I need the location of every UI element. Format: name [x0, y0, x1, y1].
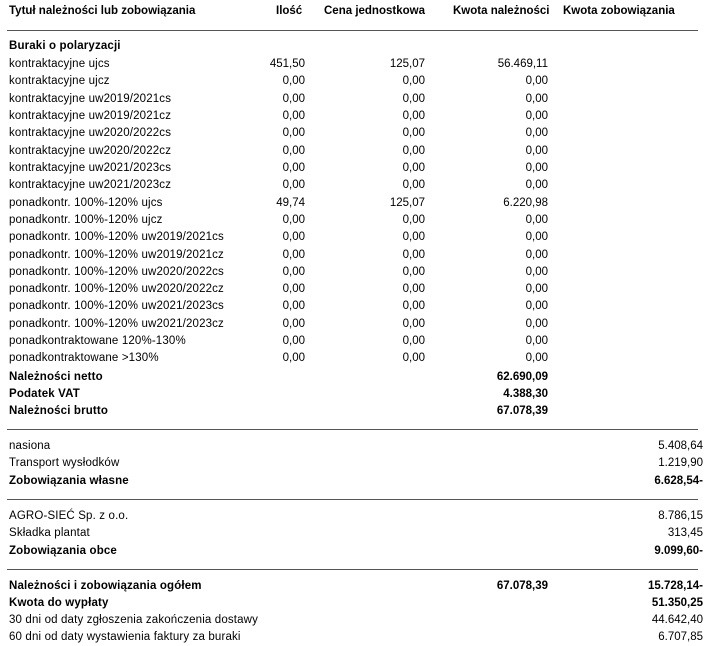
beet-row: [0, 195, 720, 212]
payment-term-value: 44.642,40: [651, 614, 703, 626]
beet-row-receivable: 6.220,98: [503, 196, 548, 209]
beet-row: [0, 143, 720, 160]
external-liabilities-total-row: [0, 543, 720, 560]
beet-row-label: ponadkontr. 100%-120% uw2020/2022cz: [9, 283, 224, 296]
external-liabilities-total-label: Zobowiązania obce: [9, 545, 117, 557]
header-liability: Kwota zobowiązania: [563, 5, 675, 17]
own-liabilities-total-label: Zobowiązania własne: [9, 475, 129, 487]
beet-row-unit-price: 0,00: [402, 92, 425, 105]
beet-row-unit-price: 125,07: [389, 58, 425, 70]
beet-row: [0, 177, 720, 194]
beet-row-receivable: 0,00: [525, 265, 548, 278]
beet-row-unit-price: 0,00: [402, 317, 425, 330]
beet-row-receivable: 0,00: [525, 75, 548, 88]
table-header: [0, 5, 720, 23]
beet-row-unit-price: 0,00: [402, 352, 425, 365]
beet-row-receivable: 0,00: [525, 161, 548, 174]
header-unit-price: Cena jednostkowa: [324, 5, 425, 17]
beet-row-quantity: 0,00: [282, 179, 305, 192]
beet-row-label: kontraktacyjne uw2019/2021cs: [9, 92, 172, 105]
beet-row-unit-price: 0,00: [402, 231, 425, 244]
beet-row-quantity: 0,00: [282, 144, 305, 157]
gross-receivables-value: 67.078,39: [496, 405, 548, 417]
beet-row-receivable: 0,00: [525, 352, 548, 365]
beet-row-quantity: 0,00: [282, 213, 305, 226]
payment-term-row: [0, 629, 720, 646]
payout-value: 51.350,25: [651, 597, 703, 609]
beet-row-receivable: 0,00: [525, 317, 548, 330]
beet-row: [0, 229, 720, 246]
net-receivables-row: [0, 369, 720, 386]
section-heading-label: Buraki o polaryzacji: [9, 40, 121, 52]
beet-row: [0, 247, 720, 264]
payout-label: Kwota do wypłaty: [9, 597, 109, 609]
vat-row: [0, 386, 720, 403]
beet-row-unit-price: 0,00: [402, 161, 425, 174]
beet-row-unit-price: 0,00: [402, 109, 425, 122]
header-receivable: Kwota należności: [453, 5, 550, 17]
liability-row: [0, 508, 720, 525]
section-divider: [7, 499, 698, 500]
beet-row-quantity: 451,50: [269, 58, 305, 70]
own-liabilities-total-value: 6.628,54-: [654, 475, 703, 487]
payment-term-label: 60 dni od daty wystawienia faktury za buraki: [9, 631, 241, 643]
beet-row-quantity: 49,74: [276, 196, 305, 209]
beet-row-label: ponadkontr. 100%-120% ujcs: [9, 196, 163, 209]
beet-row-unit-price: 0,00: [402, 144, 425, 157]
own-liabilities-total-row: [0, 473, 720, 490]
beet-row-label: kontraktacyjne ujcz: [9, 75, 110, 88]
beet-row-unit-price: 0,00: [402, 283, 425, 296]
beet-row-quantity: 0,00: [282, 265, 305, 278]
beet-row: [0, 160, 720, 177]
beet-row-receivable: 0,00: [525, 144, 548, 157]
payment-term-value: 6.707,85: [658, 631, 703, 643]
beet-row: [0, 73, 720, 90]
liability-value: 313,45: [667, 527, 703, 539]
beet-row: [0, 281, 720, 298]
liability-value: 1.219,90: [658, 457, 703, 469]
vat-label: Podatek VAT: [9, 388, 80, 400]
beet-row-label: kontraktacyjne uw2020/2022cs: [9, 127, 172, 140]
liability-row: [0, 525, 720, 542]
beet-row-quantity: 0,00: [282, 352, 305, 365]
liability-label: nasiona: [9, 440, 51, 452]
beet-row: [0, 350, 720, 367]
beet-row-unit-price: 0,00: [402, 265, 425, 278]
net-receivables-label: Należności netto: [9, 371, 103, 383]
beet-row-unit-price: 125,07: [389, 196, 425, 209]
grand-total-label: Należności i zobowiązania ogółem: [9, 580, 202, 592]
beet-row: [0, 125, 720, 142]
beet-row-quantity: 0,00: [282, 109, 305, 122]
beet-row-quantity: 0,00: [282, 161, 305, 174]
section-divider: [7, 569, 698, 570]
liability-label: AGRO-SIEĆ Sp. z o.o.: [9, 510, 129, 522]
beet-row-unit-price: 0,00: [402, 75, 425, 88]
payment-term-row: [0, 612, 720, 629]
beet-row-unit-price: 0,00: [402, 179, 425, 192]
beet-row-quantity: 0,00: [282, 75, 305, 88]
beet-row-unit-price: 0,00: [402, 335, 425, 348]
beet-row-label: ponadkontr. 100%-120% uw2020/2022cs: [9, 265, 224, 278]
header-title: Tytuł należności lub zobowiązania: [9, 5, 196, 17]
beet-row-label: kontraktacyjne uw2020/2022cz: [9, 144, 172, 157]
beet-row-receivable: 0,00: [525, 231, 548, 244]
beet-row-label: kontraktacyjne ujcs: [9, 58, 110, 70]
beet-row-receivable: 0,00: [525, 92, 548, 105]
beet-row-receivable: 0,00: [525, 335, 548, 348]
beet-row-quantity: 0,00: [282, 300, 305, 313]
external-liabilities-total-value: 9.099,60-: [654, 545, 703, 557]
liability-row: [0, 455, 720, 472]
beet-row-unit-price: 0,00: [402, 300, 425, 313]
beet-row: [0, 212, 720, 229]
beet-row-receivable: 0,00: [525, 179, 548, 192]
beet-row-label: ponadkontr. 100%-120% uw2021/2023cz: [9, 317, 224, 330]
grand-total-receivable: 67.078,39: [496, 580, 548, 592]
beet-row: [0, 316, 720, 333]
section-heading: [0, 38, 720, 55]
vat-value: 4.388,30: [503, 388, 548, 400]
beet-row-receivable: 0,00: [525, 248, 548, 261]
liability-label: Transport wysłodków: [9, 457, 120, 469]
beet-row: [0, 298, 720, 315]
beet-row-quantity: 0,00: [282, 317, 305, 330]
header-quantity: Ilość: [276, 5, 303, 17]
beet-row-receivable: 0,00: [525, 109, 548, 122]
grand-total-row: [0, 578, 720, 595]
beet-row-label: ponadkontr. 100%-120% uw2019/2021cs: [9, 231, 224, 244]
beet-row-unit-price: 0,00: [402, 213, 425, 226]
liability-value: 8.786,15: [658, 510, 703, 522]
beet-row-receivable: 0,00: [525, 127, 548, 140]
beet-row: [0, 56, 720, 73]
beet-row-label: ponadkontr. 100%-120% uw2021/2023cs: [9, 300, 224, 313]
gross-receivables-row: [0, 403, 720, 420]
section-divider: [7, 429, 698, 430]
payout-row: [0, 595, 720, 612]
beet-row-label: kontraktacyjne uw2021/2023cs: [9, 161, 172, 174]
liability-value: 5.408,64: [658, 440, 703, 452]
beet-row-receivable: 0,00: [525, 283, 548, 296]
payment-term-label: 30 dni od daty zgłoszenia zakończenia dostawy: [9, 614, 259, 626]
beet-row-quantity: 0,00: [282, 127, 305, 140]
beet-row-unit-price: 0,00: [402, 127, 425, 140]
beet-row-label: ponadkontr. 100%-120% ujcz: [9, 213, 163, 226]
beet-row-quantity: 0,00: [282, 248, 305, 261]
beet-row-label: ponadkontraktowane 120%-130%: [9, 335, 186, 348]
beet-row-receivable: 0,00: [525, 300, 548, 313]
beet-row: [0, 91, 720, 108]
beet-row-label: kontraktacyjne uw2019/2021cz: [9, 109, 172, 122]
beet-row: [0, 108, 720, 125]
header-divider: [7, 30, 698, 31]
beet-row-receivable: 0,00: [525, 213, 548, 226]
beet-row-label: kontraktacyjne uw2021/2023cz: [9, 179, 172, 192]
liability-label: Składka plantat: [9, 527, 90, 539]
liability-row: [0, 438, 720, 455]
gross-receivables-label: Należności brutto: [9, 405, 109, 417]
beet-row-unit-price: 0,00: [402, 248, 425, 261]
grand-total-liability: 15.728,14-: [648, 580, 703, 592]
beet-row-receivable: 56.469,11: [497, 58, 548, 70]
beet-row: [0, 333, 720, 350]
beet-row-quantity: 0,00: [282, 92, 305, 105]
beet-row-label: ponadkontraktowane >130%: [9, 352, 159, 365]
net-receivables-value: 62.690,09: [496, 371, 548, 383]
beet-row-quantity: 0,00: [282, 335, 305, 348]
beet-row-quantity: 0,00: [282, 283, 305, 296]
beet-row-label: ponadkontr. 100%-120% uw2019/2021cz: [9, 248, 224, 261]
beet-row-quantity: 0,00: [282, 231, 305, 244]
beet-row: [0, 264, 720, 281]
